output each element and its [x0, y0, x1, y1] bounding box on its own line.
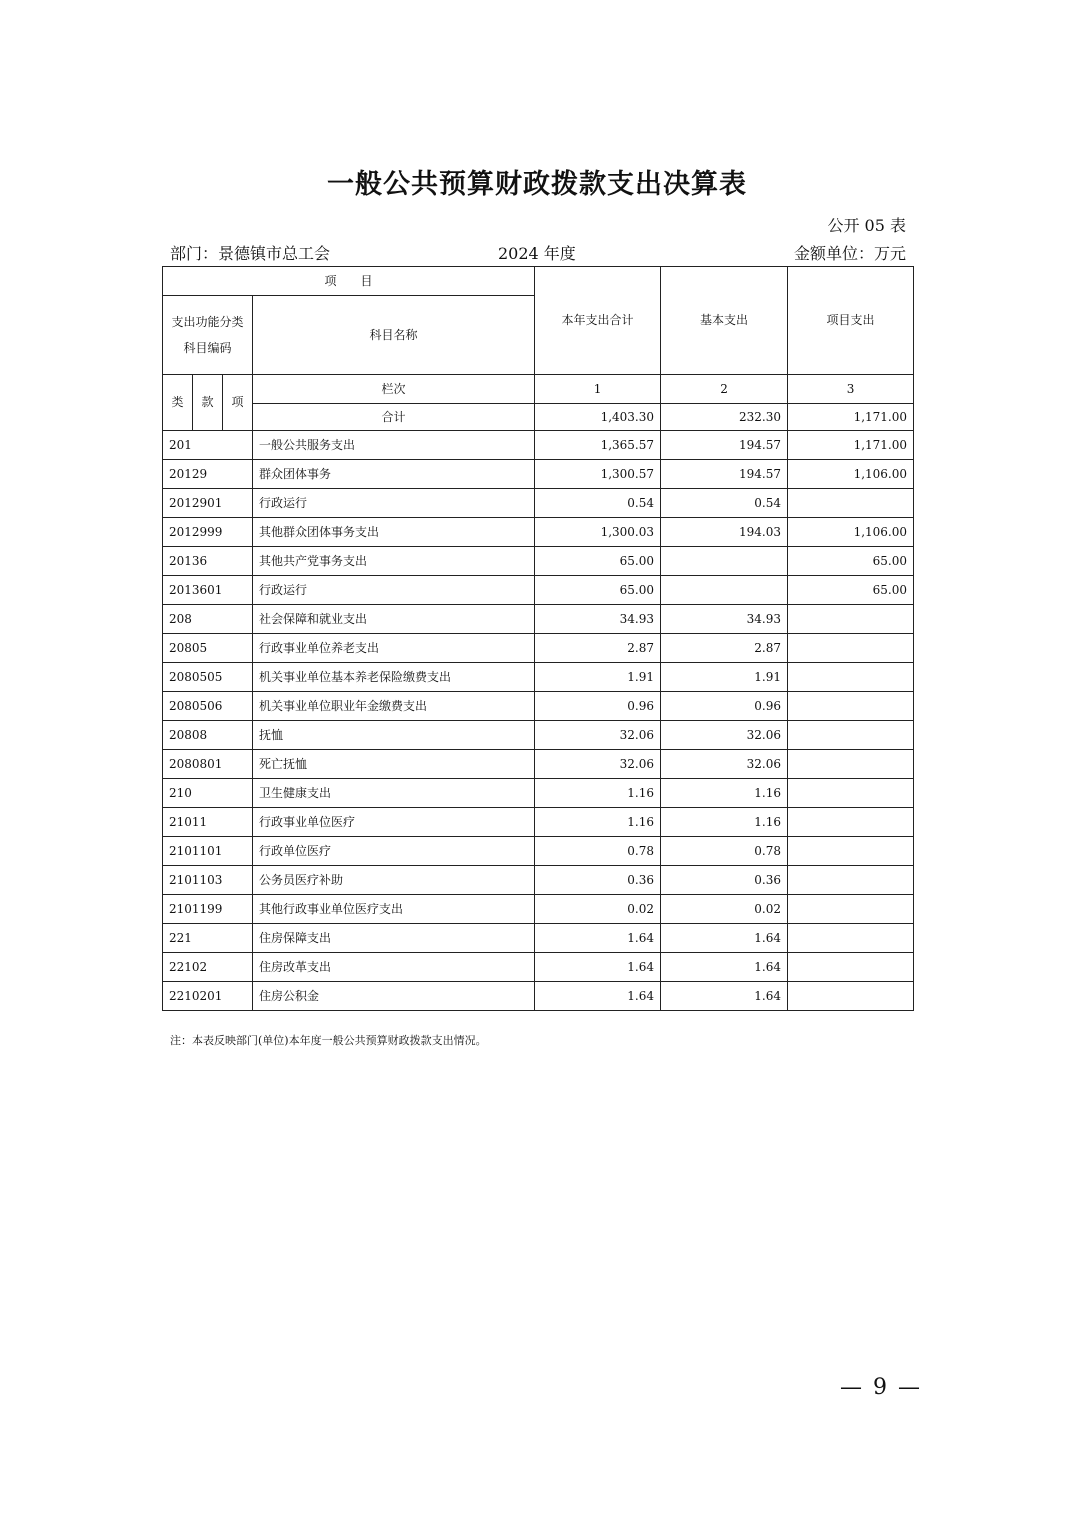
row-subject-name: 群众团体事务 — [253, 460, 535, 489]
table-row — [163, 431, 914, 460]
table-row — [163, 866, 914, 895]
table-row — [163, 489, 914, 518]
row-total: 32.06 — [535, 721, 661, 750]
row-code: 2101101 — [163, 837, 253, 866]
row-code: 2080506 — [163, 692, 253, 721]
fiscal-year-label: 2024 年度 — [498, 244, 576, 263]
row-project — [788, 750, 914, 779]
total-row — [163, 404, 914, 431]
row-subject-name: 一般公共服务支出 — [253, 431, 535, 460]
table-row — [163, 895, 914, 924]
header-col-no-2: 2 — [661, 375, 788, 404]
row-subject-name: 其他共产党事务支出 — [253, 547, 535, 576]
row-total: 65.00 — [535, 547, 661, 576]
header-col-basic: 基本支出 — [661, 267, 788, 375]
header-func-class — [163, 296, 253, 375]
row-basic: 0.96 — [661, 692, 788, 721]
row-total: 0.54 — [535, 489, 661, 518]
header-func-class-line2: 科目编码 — [183, 341, 232, 355]
department-label: 部门：景德镇市总工会 — [170, 244, 331, 263]
table-row — [163, 547, 914, 576]
row-code: 2012901 — [163, 489, 253, 518]
row-basic: 34.93 — [661, 605, 788, 634]
row-subject-name: 卫生健康支出 — [253, 779, 535, 808]
header-lei: 类 — [163, 375, 193, 431]
table-row — [163, 634, 914, 663]
table-row — [163, 953, 914, 982]
header-col-total: 本年支出合计 — [535, 267, 661, 375]
row-total: 0.02 — [535, 895, 661, 924]
total-label: 合计 — [253, 404, 535, 431]
table-row — [163, 808, 914, 837]
row-code: 2012999 — [163, 518, 253, 547]
row-subject-name: 机关事业单位基本养老保险缴费支出 — [253, 663, 535, 692]
row-total: 2.87 — [535, 634, 661, 663]
table-row — [163, 663, 914, 692]
row-total: 1,300.03 — [535, 518, 661, 547]
row-basic: 0.78 — [661, 837, 788, 866]
total-amount: 1,403.30 — [535, 404, 661, 431]
row-code: 210 — [163, 779, 253, 808]
row-total: 0.36 — [535, 866, 661, 895]
table-row — [163, 750, 914, 779]
row-project — [788, 866, 914, 895]
header-col-no-3: 3 — [788, 375, 914, 404]
header-col-no-1: 1 — [535, 375, 661, 404]
row-code: 21011 — [163, 808, 253, 837]
row-project — [788, 779, 914, 808]
row-code: 20129 — [163, 460, 253, 489]
table-row — [163, 605, 914, 634]
total-basic: 232.30 — [661, 404, 788, 431]
row-basic: 1.16 — [661, 808, 788, 837]
row-subject-name: 住房公积金 — [253, 982, 535, 1011]
row-code: 2101199 — [163, 895, 253, 924]
row-subject-name: 抚恤 — [253, 721, 535, 750]
row-subject-name: 机关事业单位职业年金缴费支出 — [253, 692, 535, 721]
row-code: 2013601 — [163, 576, 253, 605]
row-total: 1.16 — [535, 779, 661, 808]
row-total: 1.64 — [535, 953, 661, 982]
row-project — [788, 692, 914, 721]
row-subject-name: 社会保障和就业支出 — [253, 605, 535, 634]
table-row — [163, 576, 914, 605]
row-basic: 1.64 — [661, 982, 788, 1011]
row-basic: 1.64 — [661, 924, 788, 953]
row-code: 2080801 — [163, 750, 253, 779]
row-code: 221 — [163, 924, 253, 953]
row-code: 20808 — [163, 721, 253, 750]
row-subject-name: 公务员医疗补助 — [253, 866, 535, 895]
row-basic: 1.91 — [661, 663, 788, 692]
row-subject-name: 其他群众团体事务支出 — [253, 518, 535, 547]
header-subject-name: 科目名称 — [253, 296, 535, 375]
row-code: 2210201 — [163, 982, 253, 1011]
row-total: 32.06 — [535, 750, 661, 779]
row-subject-name: 行政事业单位医疗 — [253, 808, 535, 837]
table-row — [163, 692, 914, 721]
row-basic: 1.64 — [661, 953, 788, 982]
row-project: 1,171.00 — [788, 431, 914, 460]
amount-unit-label: 金额单位：万元 — [793, 244, 906, 263]
row-subject-name: 行政单位医疗 — [253, 837, 535, 866]
row-code: 201 — [163, 431, 253, 460]
row-subject-name: 住房改革支出 — [253, 953, 535, 982]
row-subject-name: 行政事业单位养老支出 — [253, 634, 535, 663]
table-note: 注：本表反映部门(单位)本年度一般公共预算财政拨款支出情况。 — [170, 1034, 487, 1047]
table-row — [163, 982, 914, 1011]
header-col-project: 项目支出 — [788, 267, 914, 375]
row-code: 22102 — [163, 953, 253, 982]
table-row — [163, 518, 914, 547]
row-project — [788, 663, 914, 692]
row-basic: 0.02 — [661, 895, 788, 924]
row-total: 1,365.57 — [535, 431, 661, 460]
header-func-class-line1: 支出功能分类 — [171, 315, 244, 329]
row-project — [788, 982, 914, 1011]
row-project: 1,106.00 — [788, 460, 914, 489]
row-basic: 32.06 — [661, 750, 788, 779]
page-title: 一般公共预算财政拨款支出决算表 — [327, 169, 747, 200]
total-project: 1,171.00 — [788, 404, 914, 431]
data-rows — [163, 431, 914, 1011]
row-total: 1.64 — [535, 924, 661, 953]
row-project — [788, 924, 914, 953]
row-basic: 194.57 — [661, 460, 788, 489]
table-row — [163, 924, 914, 953]
row-total: 34.93 — [535, 605, 661, 634]
row-basic: 2.87 — [661, 634, 788, 663]
row-code: 208 — [163, 605, 253, 634]
row-basic: 194.03 — [661, 518, 788, 547]
row-subject-name: 其他行政事业单位医疗支出 — [253, 895, 535, 924]
header-project: 项 目 — [163, 267, 535, 296]
row-subject-name: 住房保障支出 — [253, 924, 535, 953]
row-project — [788, 721, 914, 750]
row-project — [788, 605, 914, 634]
row-total: 0.78 — [535, 837, 661, 866]
row-project: 65.00 — [788, 576, 914, 605]
row-basic: 32.06 — [661, 721, 788, 750]
row-project: 65.00 — [788, 547, 914, 576]
table-row — [163, 779, 914, 808]
row-basic: 1.16 — [661, 779, 788, 808]
page-number: — 9 — — [840, 1375, 922, 1400]
row-project — [788, 953, 914, 982]
table-row — [163, 837, 914, 866]
form-code: 公开 05 表 — [827, 216, 906, 235]
row-project — [788, 895, 914, 924]
row-project — [788, 634, 914, 663]
row-total: 1,300.57 — [535, 460, 661, 489]
row-total: 65.00 — [535, 576, 661, 605]
table-row — [163, 721, 914, 750]
row-code: 20136 — [163, 547, 253, 576]
header-column-order: 栏次 — [253, 375, 535, 404]
row-total: 1.64 — [535, 982, 661, 1011]
row-basic — [661, 547, 788, 576]
row-code: 20805 — [163, 634, 253, 663]
row-project — [788, 837, 914, 866]
header-xiang: 项 — [223, 375, 253, 431]
row-project — [788, 808, 914, 837]
row-total: 0.96 — [535, 692, 661, 721]
row-total: 1.91 — [535, 663, 661, 692]
row-basic: 0.36 — [661, 866, 788, 895]
row-total: 1.16 — [535, 808, 661, 837]
row-basic: 0.54 — [661, 489, 788, 518]
row-project: 1,106.00 — [788, 518, 914, 547]
row-code: 2080505 — [163, 663, 253, 692]
row-subject-name: 死亡抚恤 — [253, 750, 535, 779]
row-basic — [661, 576, 788, 605]
row-subject-name: 行政运行 — [253, 576, 535, 605]
row-project — [788, 489, 914, 518]
row-code: 2101103 — [163, 866, 253, 895]
expenditure-table — [162, 266, 914, 1011]
header-kuan: 款 — [193, 375, 223, 431]
table-row — [163, 460, 914, 489]
row-subject-name: 行政运行 — [253, 489, 535, 518]
row-basic: 194.57 — [661, 431, 788, 460]
